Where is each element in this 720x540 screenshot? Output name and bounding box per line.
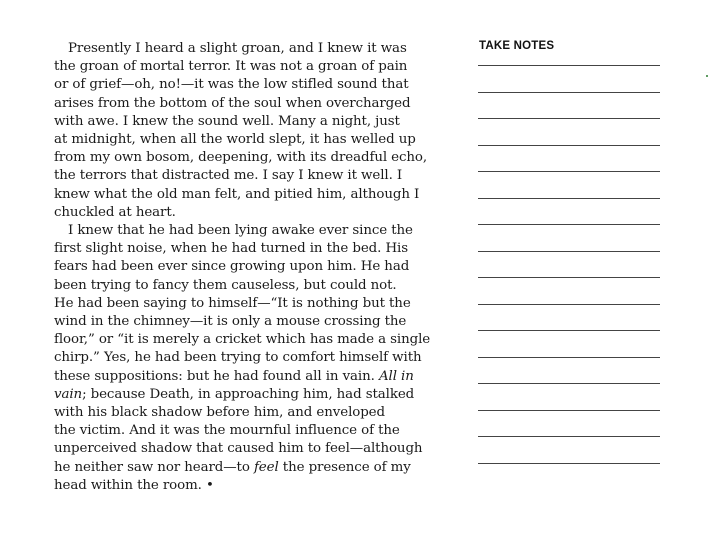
passage-line [54,386,454,404]
passage-line: fears had been ever since growing upon him. He had [54,259,410,275]
passage-line: with his black shadow before him, and enveloped [54,405,385,421]
note-lines [478,65,662,464]
note-line[interactable] [478,463,660,464]
passage-text: the presence of my [278,459,411,475]
note-line[interactable] [478,330,660,331]
passage-line: unperceived shadow that caused him to feel—although [54,441,423,457]
note-line[interactable] [478,277,660,278]
italic-phrase: feel [253,459,279,475]
passage-line: chuckled at heart. [54,204,176,220]
passage-line [54,368,454,386]
passage-text: these suppositions: but he had found all in vain. [54,368,375,384]
passage-line: the terrors that distracted me. I say I knew it well. I [54,168,403,184]
passage-line: knew what the old man felt, and pitied him, although I [54,186,420,202]
end-of-story-mark: • [206,477,214,493]
passage-text: head within the room. [54,477,202,493]
passage-line: from my own bosom, deepening, with its dreadful echo, [54,150,428,166]
passage-line: arises from the bottom of the soul when overcharged [54,95,411,111]
note-line[interactable] [478,304,660,305]
passage-line: first slight noise, when he had turned in the bed. His [54,241,408,257]
note-line[interactable] [478,118,660,119]
passage-line: the victim. And it was the mournful influence of the [54,423,400,439]
note-line[interactable] [478,410,660,411]
passage-line [54,459,454,477]
passage-line: Presently I heard a slight groan, and I knew it was [68,41,407,56]
passage-line: wind in the chimney—it is only a mouse crossing the [54,314,407,330]
passage-line: floor,” or “it is merely a cricket which has made a single [54,332,431,348]
note-line[interactable] [478,171,660,172]
italic-phrase: All in [378,368,414,384]
passage-text: ; because Death, in approaching him, had stalked [82,386,415,402]
note-line[interactable] [478,224,660,225]
note-line[interactable] [478,65,660,66]
note-line[interactable] [478,383,660,384]
passage-line: at midnight, when all the world slept, it has welled up [54,132,416,148]
italic-phrase: vain [54,386,83,402]
take-notes-panel [478,40,662,489]
take-notes-title: TAKE NOTES [479,40,555,52]
note-line[interactable] [478,92,660,93]
passage-line: been trying to fancy them causeless, but could not. [54,277,397,293]
note-line[interactable] [478,436,660,437]
stray-dot [706,75,708,77]
note-line[interactable] [478,251,660,252]
passage-line: He had been saying to himself—“It is nothing but the [54,295,411,311]
passage-text: he neither saw nor heard—to [54,459,254,475]
passage-line: the groan of mortal terror. It was not a groan of pain [54,59,408,75]
note-line[interactable] [478,145,660,146]
passage-line: or of grief—oh, no!—it was the low stifled sound that [54,77,409,93]
note-line[interactable] [478,198,660,199]
passage-line [54,477,454,495]
passage-line: I knew that he had been lying awake ever since the [68,223,413,239]
passage-line: chirp.” Yes, he had been trying to comfort himself with [54,350,422,366]
passage-line: with awe. I knew the sound well. Many a night, just [54,113,400,129]
story-passage [54,40,454,495]
note-line[interactable] [478,357,660,358]
